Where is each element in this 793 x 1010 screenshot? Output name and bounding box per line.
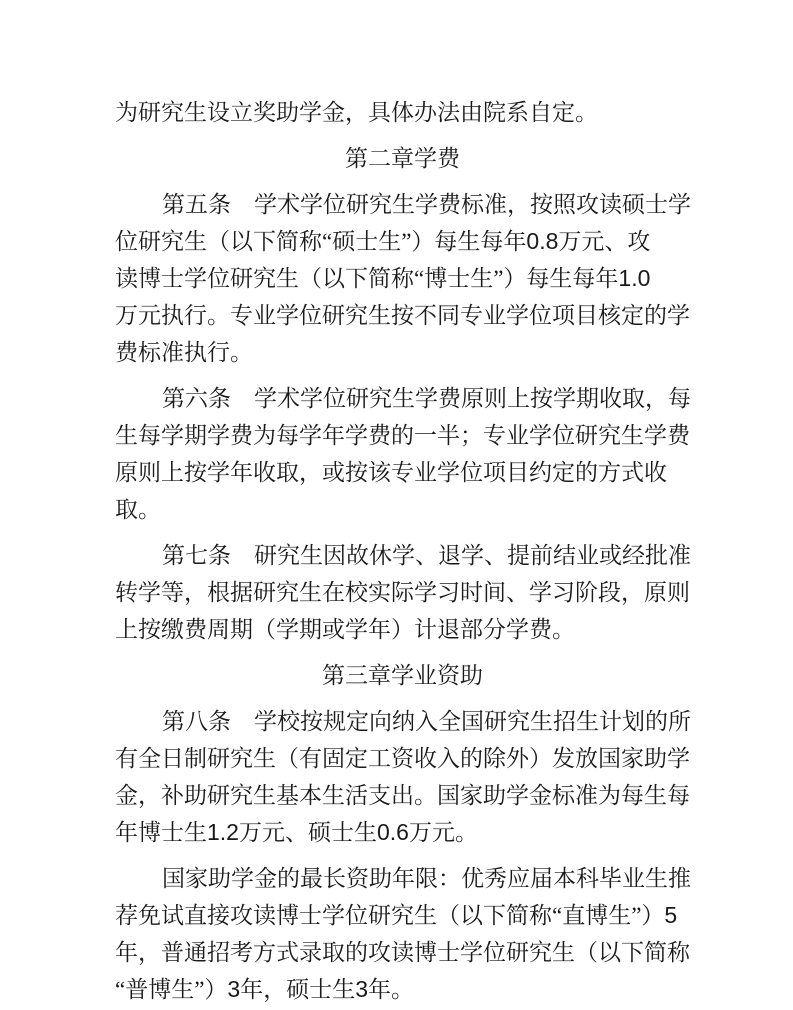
text-line: 位研究生（以下简称“硕士生”）每生每年0.8万元、攻 xyxy=(115,228,651,254)
text-line: 转学等，根据研究生在校实际学习时间、学习阶段，原则 xyxy=(115,580,690,605)
text-line-article-8: 第八条 学校按规定向纳入全国研究生招生计划的所 xyxy=(162,709,691,734)
text-line: 国家助学金的最长资助年限：优秀应届本科毕业生推 xyxy=(162,866,691,891)
text-line: “普博生”）3年，硕士生3年。 xyxy=(115,976,415,1002)
text-line: 年博士生1.2万元、硕士生0.6万元。 xyxy=(115,819,478,845)
text-line: 上按缴费周期（学期或学年）计退部分学费。 xyxy=(115,617,575,642)
document-body xyxy=(115,0,690,1008)
text-line: 金，补助研究生基本生活支出。国家助学金标准为每生每 xyxy=(115,783,690,808)
text-line: 读博士学位研究生（以下简称“博士生”）每生每年1.0 xyxy=(115,265,651,291)
text-line: 费标准执行。 xyxy=(115,340,253,365)
text-line-article-5: 第五条 学术学位研究生学费标准，按照攻读硕士学 xyxy=(162,192,691,217)
text-line: 万元执行。专业学位研究生按不同专业学位项目核定的学 xyxy=(115,303,690,328)
text-line: 原则上按学年收取，或按该专业学位项目约定的方式收 xyxy=(115,460,667,485)
text-line: 取。 xyxy=(115,497,161,522)
chapter-heading-fees: 第二章学费 xyxy=(345,146,460,171)
text-line-article-7: 第七条 研究生因故休学、退学、提前结业或经批准 xyxy=(162,543,691,568)
text-line: 生每学期学费为每学年学费的一半；专业学位研究生学费 xyxy=(115,423,690,448)
text-line: 年，普通招考方式录取的攻读博士学位研究生（以下简称 xyxy=(115,940,690,965)
text-line: 为研究生设立奖助学金，具体办法由院系自定。 xyxy=(115,100,598,125)
text-line: 荐免试直接攻读博士学位研究生（以下简称“直博生”）5 xyxy=(115,902,678,928)
text-line-article-6: 第六条 学术学位研究生学费原则上按学期收取，每 xyxy=(162,386,691,411)
chapter-heading-aid: 第三章学业资助 xyxy=(322,663,483,688)
text-line: 有全日制研究生（有固定工资收入的除外）发放国家助学 xyxy=(115,746,690,771)
